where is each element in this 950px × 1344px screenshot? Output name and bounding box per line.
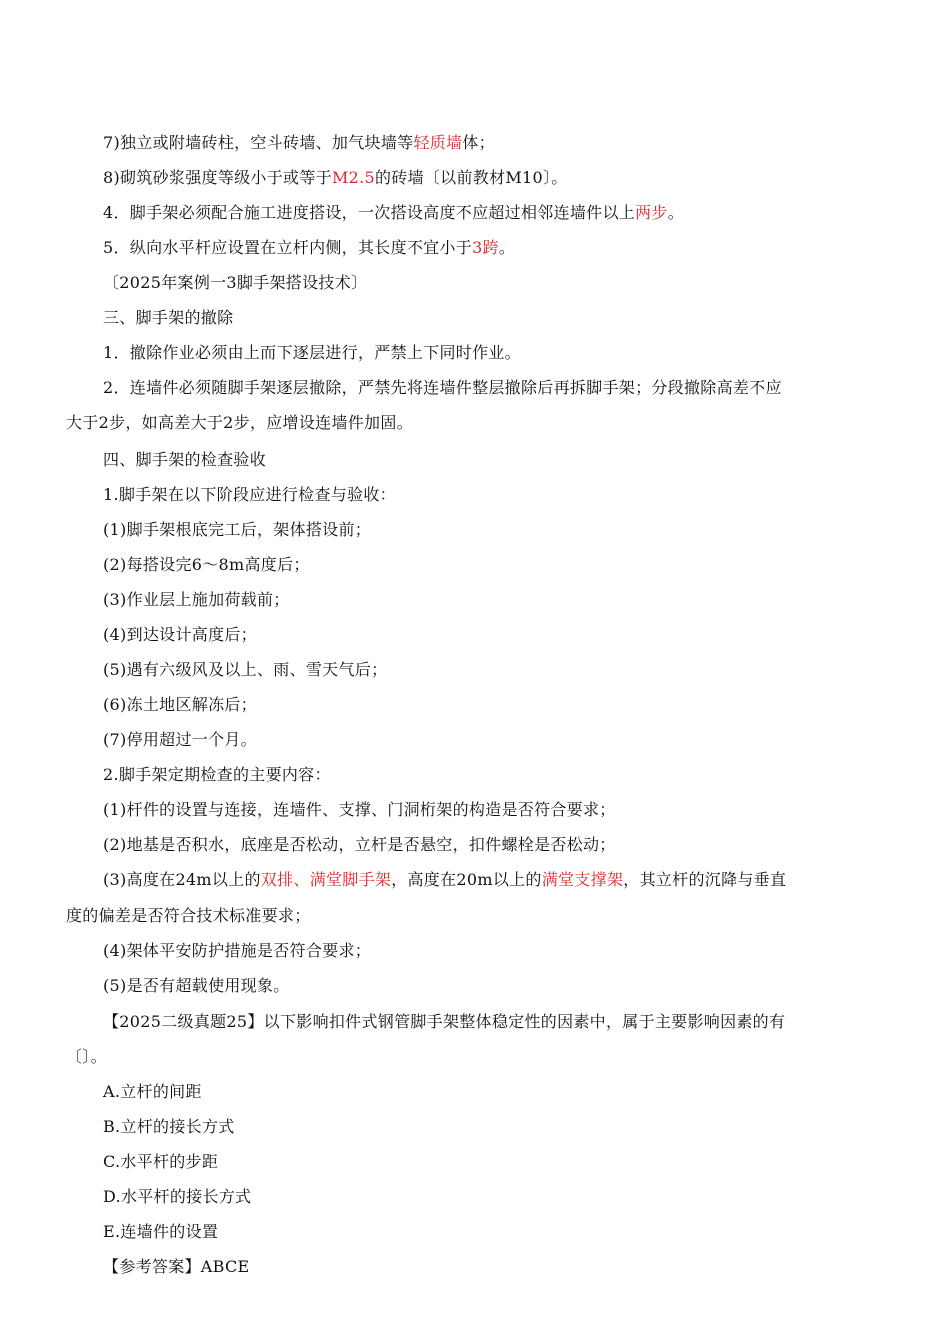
- periodic-check-item-3: [103, 870, 786, 890]
- highlight-text: 满堂支撑架: [541, 870, 624, 889]
- text: ，高度在20m以上的: [391, 870, 542, 889]
- periodic-check-item: (5)是否有超载使用现象。: [103, 976, 290, 995]
- inspection-stage-heading: 1.脚手架在以下阶段应进行检查与验收：: [103, 485, 396, 504]
- text: 。: [667, 203, 685, 222]
- item-7-masonry-columns: [103, 133, 495, 153]
- item-8-mortar-strength: [103, 168, 568, 188]
- inspection-stage-item: (6)冻土地区解冻后；: [103, 695, 257, 714]
- reference-answer: 【参考答案】ABCE: [103, 1257, 250, 1276]
- section-heading-dismantling: 三、脚手架的撤除: [103, 308, 234, 327]
- text: 5．纵向水平杆应设置在立杆内侧，其长度不宜小于: [103, 238, 473, 257]
- highlight-text: 3跨: [472, 238, 499, 257]
- exam-question-continued: 〔〕。: [66, 1047, 107, 1066]
- inspection-stage-item: (5)遇有六级风及以上、雨、雪天气后；: [103, 660, 388, 679]
- periodic-check-item: (4)架体平安防护措施是否符合要求；: [103, 941, 372, 960]
- answer-option-a: A.立杆的间距: [103, 1082, 202, 1101]
- exam-question: 【2025二级真题25】以下影响扣件式钢管脚手架整体稳定性的因素中，属于主要影响因素的有: [103, 1012, 786, 1031]
- inspection-stage-item: (2)每搭设完6～8m高度后；: [103, 555, 310, 574]
- inspection-stage-item: (4)到达设计高度后；: [103, 625, 257, 644]
- answer-option-e: E.连墙件的设置: [103, 1222, 219, 1241]
- text: 的砖墙〔以前教材M10〕。: [374, 168, 568, 187]
- highlight-text: M2.5: [331, 168, 375, 187]
- text: 体；: [462, 133, 495, 152]
- text: (3)高度在24m以上的: [103, 870, 261, 889]
- periodic-check-heading: 2.脚手架定期检查的主要内容：: [103, 765, 331, 784]
- text: 。: [498, 238, 516, 257]
- dismantling-rule-1: 1．撤除作业必须由上而下逐层进行，严禁上下同时作业。: [103, 343, 521, 362]
- text: 7)独立或附墙砖柱，空斗砖墙、加气块墙等: [103, 133, 414, 152]
- inspection-stage-item: (3)作业层上施加荷载前；: [103, 590, 290, 609]
- rule-5-horizontal-bar: [103, 238, 515, 258]
- periodic-check-item: (2)地基是否积水，底座是否松动，立杆是否悬空，扣件螺栓是否松动；: [103, 835, 616, 854]
- inspection-stage-item: (7)停用超过一个月。: [103, 730, 257, 749]
- highlight-text: 两步: [635, 203, 668, 222]
- rule-4-erection-height: [103, 203, 684, 223]
- highlight-text: 轻质墙: [413, 133, 463, 152]
- dismantling-rule-2-continued: 大于2步，如高差大于2步，应增设连墙件加固。: [66, 413, 413, 432]
- text: ，其立杆的沉降与垂直: [623, 870, 787, 889]
- periodic-check-item: (1)杆件的设置与连接，连墙件、支撑、门洞桁架的构造是否符合要求；: [103, 800, 616, 819]
- text: 4．脚手架必须配合施工进度搭设，一次搭设高度不应超过相邻连墙件以上: [103, 203, 636, 222]
- periodic-check-item-3-continued: 度的偏差是否符合技术标准要求；: [66, 906, 311, 925]
- dismantling-rule-2: 2．连墙件必须随脚手架逐层撤除，严禁先将连墙件整层撤除后再拆脚手架；分段撤除高差不应: [103, 378, 782, 397]
- inspection-stage-item: (1)脚手架根底完工后，架体搭设前；: [103, 520, 372, 539]
- section-heading-inspection: 四、脚手架的检查验收: [103, 450, 267, 469]
- answer-option-d: D.水平杆的接长方式: [103, 1187, 252, 1206]
- highlight-text: 双排、满堂脚手架: [260, 870, 392, 889]
- text: 8)砌筑砂浆强度等级小于或等于: [103, 168, 332, 187]
- answer-option-c: C.水平杆的步距: [103, 1152, 219, 1171]
- answer-option-b: B.立杆的接长方式: [103, 1117, 235, 1136]
- exam-reference-note: 〔2025年案例一3脚手架搭设技术〕: [103, 273, 368, 292]
